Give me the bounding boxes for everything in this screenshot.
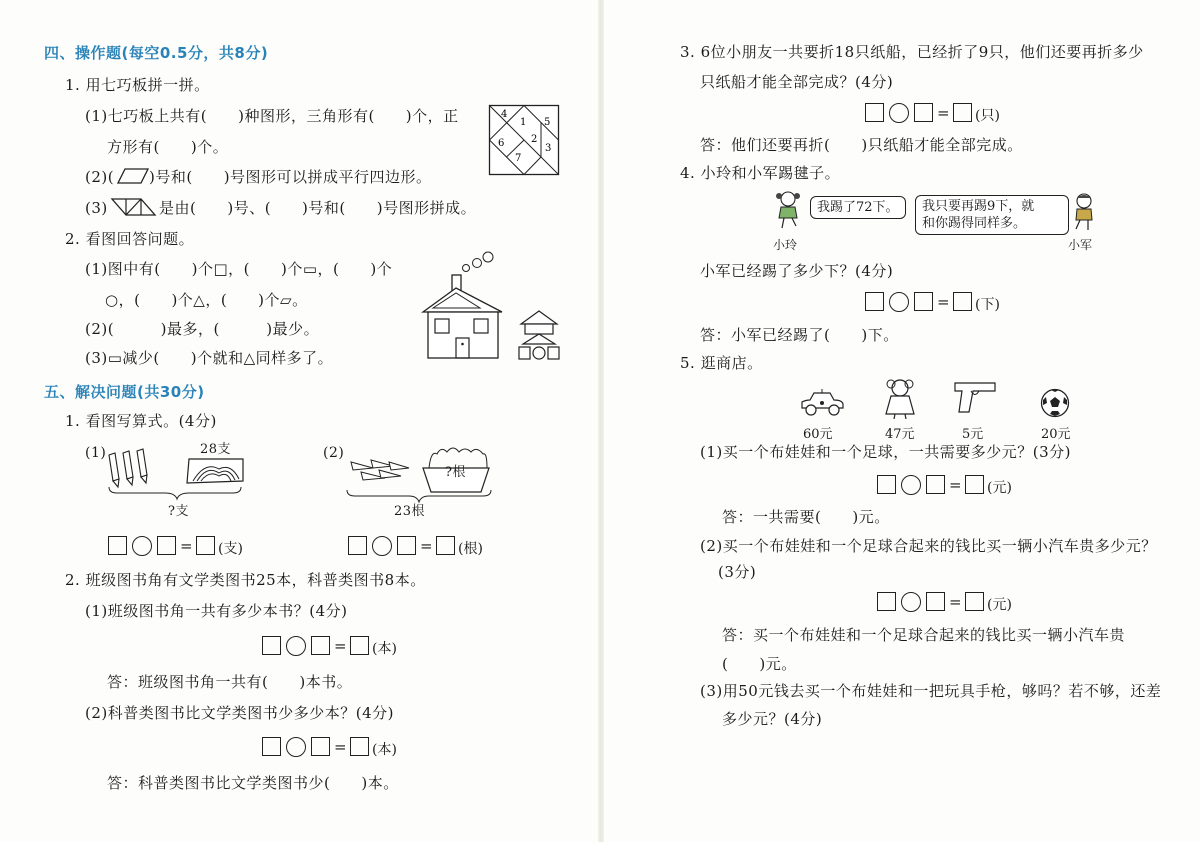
problem-4-answer: 答：小军已经踢了( )下。 (700, 326, 899, 344)
answer-box[interactable] (436, 536, 455, 555)
problem-3-line2: 只纸船才能全部完成？(4分) (700, 73, 894, 91)
answer-box[interactable] (350, 636, 369, 655)
problem-5-3-line2: 多少元？(4分) (722, 710, 823, 728)
problem-5-2-answer-line2: ( )元。 (722, 655, 797, 673)
operator-circle[interactable] (889, 103, 909, 123)
problem-2-2: (2)科普类图书比文学类图书少多少本？(4分) (85, 704, 394, 722)
equals-sign: = (420, 537, 433, 555)
answer-box[interactable] (157, 536, 176, 555)
price-doll: 47元 (885, 427, 915, 442)
answer-box[interactable] (877, 475, 896, 494)
problem-5-1: (1)买一个布娃娃和一个足球，一共需要多少元？(3分) (700, 443, 1071, 461)
answer-box[interactable] (926, 592, 945, 611)
question-1-3-prefix: (3) (85, 199, 108, 217)
question-2-3: (3)▭减少( )个就和△同样多了。 (85, 349, 334, 367)
toy-car-icon (798, 388, 846, 418)
page-gutter (598, 0, 604, 842)
toy-gun-icon (953, 380, 997, 416)
pencils-illustration (105, 443, 247, 505)
problem-3-answer: 答：他们还要再折( )只纸船才能全部完成。 (700, 136, 1023, 154)
answer-box[interactable] (865, 103, 884, 122)
operator-circle[interactable] (286, 737, 306, 757)
problem-2: 2. 班级图书角有文学类图书25本，科普类图书8本。 (65, 571, 426, 589)
unit-label: (下) (975, 297, 1000, 313)
answer-box[interactable] (926, 475, 945, 494)
problem-4: 4. 小玲和小军踢毽子。 (680, 164, 841, 182)
operator-circle[interactable] (372, 536, 392, 556)
carrots-illustration (343, 440, 495, 506)
name-xiaoling: 小玲 (773, 238, 798, 252)
equals-sign: = (937, 104, 950, 122)
equals-sign: = (180, 537, 193, 555)
section-5-title: 五、解决问题(共30分) (44, 383, 205, 401)
boy-figure (1068, 192, 1098, 232)
soccer-ball-icon (1040, 388, 1070, 418)
house-figure (418, 248, 508, 360)
answer-box[interactable] (965, 475, 984, 494)
question-2-1-line1: (1)图中有( )个□，( )个▭，( )个 (85, 260, 393, 278)
problem-1: 1. 看图写算式。(4分) (65, 412, 217, 430)
tangram-num: 1 (520, 117, 527, 128)
name-xiaojun: 小军 (1068, 238, 1093, 252)
problem-5: 5. 逛商店。 (680, 354, 763, 372)
tangram-num: 5 (544, 117, 551, 128)
answer-box[interactable] (262, 737, 281, 756)
answer-box[interactable] (877, 592, 896, 611)
answer-box[interactable] (914, 103, 933, 122)
problem-5-1-answer: 答：一共需要( )元。 (722, 508, 890, 526)
answer-box[interactable] (311, 636, 330, 655)
answer-box[interactable] (108, 536, 127, 555)
problem-2-1: (1)班级图书角一共有多少本书？(4分) (85, 602, 348, 620)
unit-label: (元) (987, 597, 1012, 613)
question-2-1-line2: ○，( )个△，( )个▱。 (105, 291, 308, 309)
answer-box[interactable] (262, 636, 281, 655)
question-2: 2. 看图回答问题。 (65, 230, 195, 248)
operator-circle[interactable] (132, 536, 152, 556)
pencils-total-label: ?支 (168, 504, 189, 519)
equals-sign: = (334, 738, 347, 756)
answer-box[interactable] (965, 592, 984, 611)
basket-count-label: ?根 (445, 465, 466, 480)
unit-label: (本) (372, 641, 397, 657)
parallelogram-icon (117, 168, 149, 184)
block-tower-figure (518, 310, 560, 362)
problem-5-2-line2: (3分) (718, 563, 757, 581)
operator-circle[interactable] (889, 292, 909, 312)
speech-bubble-xiaojun (915, 195, 1069, 235)
operator-circle[interactable] (286, 636, 306, 656)
problem-5-3-line1: (3)用50元钱去买一个布娃娃和一把玩具手枪，够吗？若不够，还差 (700, 682, 1162, 700)
tangram-num: 3 (545, 143, 552, 154)
unit-label: (只) (975, 108, 1000, 124)
equals-sign: = (949, 593, 962, 611)
tangram-figure (489, 105, 559, 175)
unit-label: (元) (987, 480, 1012, 496)
price-gun: 5元 (962, 427, 984, 442)
problem-2-2-answer: 答：科普类图书比文学类图书少( )本。 (107, 774, 399, 792)
problem-1-part-a-label: (1) (85, 445, 107, 461)
question-1: 1. 用七巧板拼一拼。 (65, 76, 210, 94)
tangram-num: 4 (501, 109, 508, 120)
equals-sign: = (937, 293, 950, 311)
trapezoid-composite-icon (111, 198, 157, 216)
speech-bubble-xiaoling: 我踢了72下。 (810, 196, 906, 219)
question-1-1-line1: (1)七巧板上共有( )种图形，三角形有( )个，正 (85, 107, 459, 125)
operator-circle[interactable] (901, 475, 921, 495)
unit-label: (根) (458, 541, 483, 557)
question-1-2-suffix: )号和( )号图形可以拼成平行四边形。 (149, 168, 432, 186)
problem-4-question: 小军已经踢了多少下？(4分) (700, 262, 894, 280)
problem-1-part-b-label: (2) (323, 445, 345, 461)
answer-box[interactable] (397, 536, 416, 555)
price-ball: 20元 (1041, 427, 1071, 442)
problem-2-1-answer: 答：班级图书角一共有( )本书。 (107, 673, 353, 691)
answer-box[interactable] (953, 292, 972, 311)
girl-figure (773, 190, 803, 230)
tangram-num: 2 (531, 134, 538, 145)
question-2-2: (2)( )最多，( )最少。 (85, 320, 320, 338)
pencil-box-count-label: 28支 (200, 442, 232, 457)
doll-icon (883, 378, 917, 420)
tangram-num: 6 (498, 138, 505, 149)
bubble-line: 我只要再踢9下，就 (922, 199, 1035, 214)
problem-5-2-answer-line1: 答：买一个布娃娃和一个足球合起来的钱比买一辆小汽车贵 (722, 626, 1126, 644)
question-1-1-line2: 方形有( )个。 (107, 138, 229, 156)
answer-box[interactable] (348, 536, 367, 555)
question-1-3-suffix: 是由( )号、( )号和( )号图形拼成。 (159, 199, 477, 217)
tangram-num: 7 (515, 153, 522, 164)
answer-box[interactable] (350, 737, 369, 756)
section-4-title: 四、操作题(每空0.5分，共8分) (44, 44, 269, 62)
answer-box[interactable] (865, 292, 884, 311)
answer-box[interactable] (196, 536, 215, 555)
price-car: 60元 (803, 427, 833, 442)
unit-label: (支) (218, 541, 243, 557)
answer-box[interactable] (953, 103, 972, 122)
answer-box[interactable] (914, 292, 933, 311)
operator-circle[interactable] (901, 592, 921, 612)
unit-label: (本) (372, 742, 397, 758)
carrots-total-label: 23根 (394, 504, 426, 519)
equals-sign: = (334, 637, 347, 655)
question-1-2-prefix: (2)( (85, 168, 115, 186)
problem-3-line1: 3. 6位小朋友一共要折18只纸船，已经折了9只，他们还要再折多少 (680, 43, 1144, 61)
equals-sign: = (949, 476, 962, 494)
problem-5-2-line1: (2)买一个布娃娃和一个足球合起来的钱比买一辆小汽车贵多少元？ (700, 537, 1157, 555)
answer-box[interactable] (311, 737, 330, 756)
bubble-line: 和你踢得同样多。 (922, 216, 1027, 231)
